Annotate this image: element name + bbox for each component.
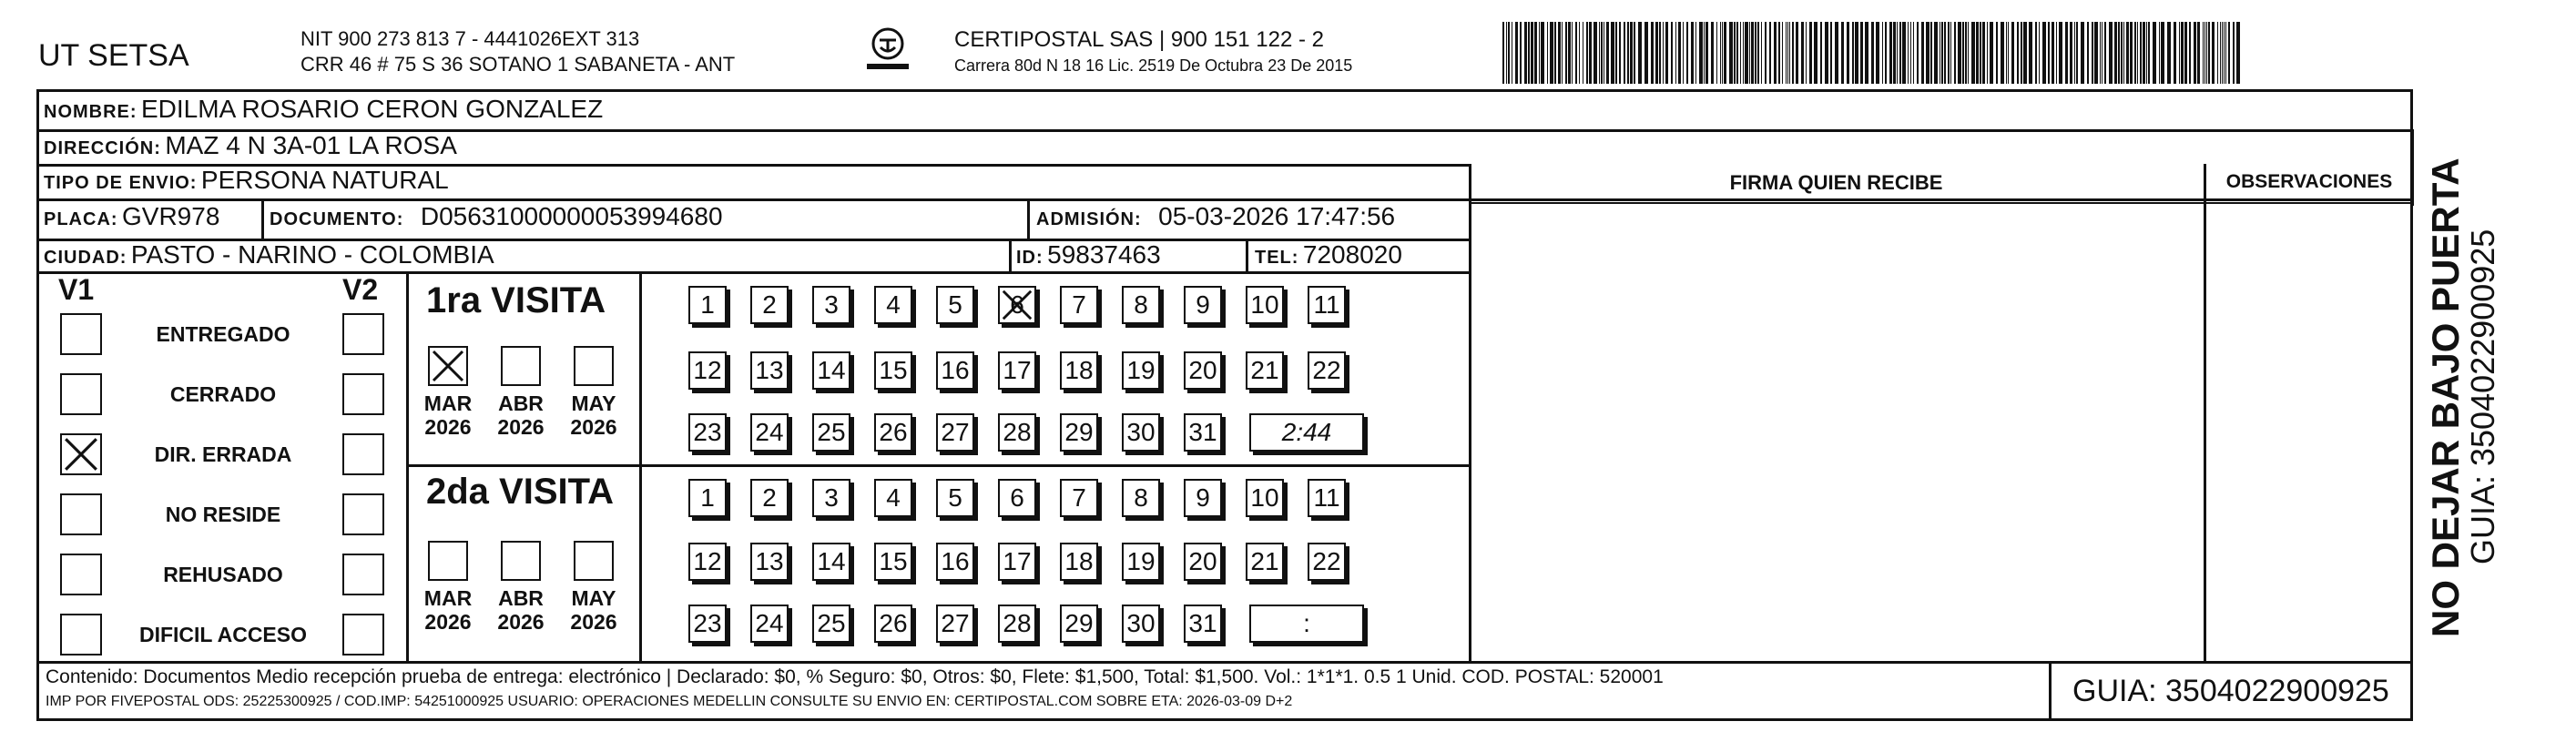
v1-checkbox[interactable] [60, 493, 102, 535]
day-number: 3 [824, 483, 839, 512]
day-number: 14 [817, 356, 846, 384]
documento-cell [270, 202, 723, 231]
day-box[interactable] [1308, 286, 1346, 324]
day-number: 10 [1250, 483, 1279, 512]
v1-checkbox[interactable] [60, 554, 102, 595]
day-number: 2 [762, 290, 777, 319]
day-number: 16 [941, 547, 970, 575]
day-number: 6 [1010, 290, 1024, 319]
tipo-value: PERSONA NATURAL [200, 166, 449, 194]
day-box[interactable] [998, 479, 1036, 517]
day-number: 29 [1064, 609, 1094, 637]
v2-label: V2 [342, 273, 379, 306]
day-number: 17 [1003, 547, 1032, 575]
no-dejar-vertical [2424, 158, 2467, 638]
day-number: 6 [1010, 483, 1024, 512]
v1-checkbox[interactable] [60, 313, 102, 355]
placa-cell [44, 202, 219, 231]
day-number: 4 [886, 483, 901, 512]
status-label: CERRADO [169, 382, 277, 406]
day-box[interactable] [936, 413, 974, 452]
tel-label: TEL: [1255, 248, 1299, 268]
day-box[interactable] [874, 286, 912, 324]
day-number: 22 [1312, 356, 1341, 384]
id-value: 59837463 [1047, 240, 1161, 269]
v1-checkbox[interactable] [60, 614, 102, 655]
v1-checkbox[interactable] [60, 433, 102, 475]
day-box[interactable] [1184, 413, 1222, 452]
documento-value: D05631000000053994680 [420, 202, 723, 230]
v2-checkbox[interactable] [342, 493, 384, 535]
observaciones-label: OBSERVACIONES [2225, 171, 2393, 192]
day-number: 11 [1313, 483, 1340, 512]
day-box[interactable] [874, 413, 912, 452]
day-number: 5 [948, 483, 962, 512]
direccion-value: MAZ 4 N 3A-01 LA ROSA [165, 131, 457, 159]
day-box[interactable] [1060, 479, 1098, 517]
placa-value: GVR978 [122, 202, 220, 230]
day-number: 19 [1126, 356, 1156, 384]
day-box[interactable] [812, 605, 850, 643]
day-box[interactable] [812, 413, 850, 452]
v2-checkbox[interactable] [342, 433, 384, 475]
day-number: 8 [1134, 483, 1148, 512]
day-number: 27 [941, 609, 970, 637]
day-number: 5 [948, 290, 962, 319]
company-nit: NIT 900 273 813 7 - 4441026EXT 313 [300, 27, 640, 50]
day-box[interactable] [750, 479, 789, 517]
day-box[interactable] [812, 543, 850, 581]
day-number: 18 [1064, 356, 1094, 384]
year-label: 2026 [570, 415, 617, 439]
day-number: 24 [755, 609, 784, 637]
admision-label: ADMISIÓN: [1036, 209, 1142, 229]
month-label: MAR [423, 391, 473, 415]
day-number: 8 [1134, 290, 1148, 319]
day-number: 31 [1188, 418, 1217, 446]
day-number: 9 [1196, 290, 1210, 319]
day-box[interactable] [1122, 351, 1160, 390]
day-box[interactable] [1122, 413, 1160, 452]
day-box[interactable] [874, 543, 912, 581]
barcode [1502, 22, 2245, 84]
direccion-label: DIRECCIÓN: [44, 138, 161, 158]
day-box[interactable] [998, 286, 1036, 324]
day-number: 20 [1188, 356, 1217, 384]
visita-2-title: 2da VISITA [426, 472, 614, 512]
day-number: 25 [817, 609, 846, 637]
v1-checkbox[interactable] [60, 373, 102, 415]
day-number: 28 [1003, 418, 1032, 446]
status-label: NO RESIDE [165, 503, 281, 526]
day-box[interactable] [688, 479, 727, 517]
footer-line-1: Contenido: Documentos Medio recepción prueba de entrega: electrónico | Declarado: $0, % Seguro: $0, Otros: $0, Flete: $1,500, Total: $1,500. Vol.: 1*1*1. 0.5 1 Unid. COD. POSTAL: 520001 [46, 666, 1664, 687]
day-box[interactable] [1184, 286, 1222, 324]
year-label: 2026 [497, 610, 545, 634]
day-number: 4 [886, 290, 901, 319]
day-box[interactable] [874, 605, 912, 643]
firma-label: FIRMA QUIEN RECIBE [1729, 171, 1943, 194]
day-box[interactable] [1122, 479, 1160, 517]
day-number: 30 [1126, 418, 1156, 446]
visita-1-title: 1ra VISITA [426, 280, 606, 320]
v2-checkbox[interactable] [342, 313, 384, 355]
certipostal-subtitle: Carrera 80d N 18 16 Lic. 2519 De Octubra 23 De 2015 [954, 56, 1353, 75]
day-box[interactable] [1246, 351, 1284, 390]
month-label: MAR [423, 586, 473, 610]
day-box[interactable] [936, 605, 974, 643]
day-number: 26 [879, 418, 908, 446]
day-box[interactable] [812, 286, 850, 324]
day-box[interactable] [812, 351, 850, 390]
id-label: ID: [1016, 248, 1044, 268]
day-number: 30 [1126, 609, 1156, 637]
month-checkbox[interactable] [501, 541, 541, 581]
nombre-row [44, 95, 603, 124]
tel-value: 7208020 [1302, 240, 1402, 269]
day-number: 31 [1188, 609, 1217, 637]
day-number: 10 [1250, 290, 1279, 319]
day-box[interactable] [1246, 543, 1284, 581]
time-value: 2:44 [1281, 418, 1332, 446]
company-address: CRR 46 # 75 S 36 SOTANO 1 SABANETA - ANT [300, 53, 736, 76]
day-number: 16 [941, 356, 970, 384]
day-box[interactable] [750, 605, 789, 643]
day-number: 2 [762, 483, 777, 512]
time-box[interactable] [1249, 605, 1364, 643]
status-label: DIFICIL ACCESO [138, 623, 307, 646]
ciudad-cell [44, 240, 494, 269]
direccion-row [44, 131, 457, 160]
year-label: 2026 [570, 610, 617, 634]
day-box[interactable] [936, 479, 974, 517]
day-number: 15 [879, 547, 908, 575]
day-number: 1 [700, 483, 715, 512]
day-number: 24 [755, 418, 784, 446]
day-number: 26 [879, 609, 908, 637]
day-box[interactable] [1246, 479, 1284, 517]
day-number: 29 [1064, 418, 1094, 446]
day-number: 1 [700, 290, 715, 319]
day-box[interactable] [1184, 605, 1222, 643]
day-box[interactable] [750, 543, 789, 581]
month-checkbox[interactable] [428, 346, 468, 386]
day-box[interactable] [1122, 605, 1160, 643]
day-number: 7 [1072, 290, 1086, 319]
day-box[interactable] [1184, 351, 1222, 390]
nombre-label: NOMBRE: [44, 102, 137, 122]
admision-cell [1036, 202, 1395, 231]
day-number: 23 [693, 418, 722, 446]
day-number: 23 [693, 609, 722, 637]
day-box[interactable] [1184, 543, 1222, 581]
day-box[interactable] [1122, 286, 1160, 324]
day-box[interactable] [750, 286, 789, 324]
day-box[interactable] [936, 543, 974, 581]
placa-label: PLACA: [44, 209, 118, 229]
documento-label: DOCUMENTO: [270, 209, 404, 229]
day-box[interactable] [874, 351, 912, 390]
day-number: 21 [1250, 547, 1279, 575]
day-box[interactable] [998, 543, 1036, 581]
day-box[interactable] [812, 479, 850, 517]
day-number: 3 [824, 290, 839, 319]
ciudad-value: PASTO - NARINO - COLOMBIA [130, 240, 494, 269]
day-number: 21 [1250, 356, 1279, 384]
certipostal-title: CERTIPOSTAL SAS | 900 151 122 - 2 [954, 27, 1324, 52]
tipo-label: TIPO DE ENVIO: [44, 173, 198, 193]
status-label: REHUSADO [163, 563, 283, 586]
day-box[interactable] [936, 351, 974, 390]
month-label: ABR [498, 391, 544, 415]
day-number: 18 [1064, 547, 1094, 575]
day-box[interactable] [1060, 286, 1098, 324]
v2-checkbox[interactable] [342, 554, 384, 595]
tipo-row [44, 166, 449, 195]
month-checkbox[interactable] [428, 541, 468, 581]
day-box[interactable] [688, 286, 727, 324]
month-checkbox[interactable] [501, 346, 541, 386]
day-box[interactable] [1060, 413, 1098, 452]
status-label: ENTREGADO [156, 322, 290, 346]
v2-checkbox[interactable] [342, 614, 384, 655]
day-box[interactable] [750, 351, 789, 390]
certipostal-logo [856, 24, 920, 78]
day-number: 11 [1313, 290, 1340, 319]
day-box[interactable] [1060, 351, 1098, 390]
day-box[interactable] [1060, 543, 1098, 581]
day-number: 12 [693, 356, 722, 384]
month-label: ABR [498, 586, 544, 610]
month-checkbox[interactable] [574, 346, 614, 386]
day-box[interactable] [1308, 543, 1346, 581]
v1-label: V1 [58, 273, 95, 306]
time-value: : [1303, 609, 1310, 637]
day-number: 13 [755, 547, 784, 575]
nombre-value: EDILMA ROSARIO CERON GONZALEZ [141, 95, 604, 123]
guia-vertical-text: GUIA: 3504022900925 [2464, 229, 2501, 564]
tel-cell [1255, 240, 1402, 269]
day-number: 15 [879, 356, 908, 384]
day-number: 25 [817, 418, 846, 446]
admision-value: 05-03-2026 17:47:56 [1158, 202, 1396, 230]
day-number: 17 [1003, 356, 1032, 384]
day-box[interactable] [1246, 286, 1284, 324]
day-box[interactable] [874, 479, 912, 517]
time-box[interactable] [1249, 413, 1364, 452]
guia-vertical [2464, 229, 2501, 565]
day-box[interactable] [1308, 479, 1346, 517]
day-number: 14 [817, 547, 846, 575]
day-number: 28 [1003, 609, 1032, 637]
day-box[interactable] [1184, 479, 1222, 517]
footer-line-2: IMP POR FIVEPOSTAL ODS: 25225300925 / COD.IMP: 54251000925 USUARIO: OPERACIONES MEDELLIN CONSULTE SU ENVIO EN: CERTIPOSTAL.COM SOBRE ETA: 2026-03-09 D+2 [46, 694, 1293, 709]
day-number: 22 [1312, 547, 1341, 575]
status-label: DIR. ERRADA [154, 442, 292, 466]
day-box[interactable] [688, 413, 727, 452]
day-number: 7 [1072, 483, 1086, 512]
month-label: MAY [571, 391, 616, 415]
day-box[interactable] [688, 605, 727, 643]
day-box[interactable] [688, 351, 727, 390]
company-name: UT SETSA [38, 38, 189, 73]
day-box[interactable] [1308, 351, 1346, 390]
day-box[interactable] [750, 413, 789, 452]
month-label: MAY [571, 586, 616, 610]
day-number: 13 [755, 356, 784, 384]
ciudad-label: CIUDAD: [44, 248, 127, 268]
day-box[interactable] [1122, 543, 1160, 581]
month-checkbox[interactable] [574, 541, 614, 581]
day-number: 12 [693, 547, 722, 575]
footer-guia: GUIA: 3504022900925 [2072, 674, 2389, 708]
day-box[interactable] [1060, 605, 1098, 643]
year-label: 2026 [497, 415, 545, 439]
day-number: 20 [1188, 547, 1217, 575]
day-box[interactable] [998, 605, 1036, 643]
day-box[interactable] [998, 413, 1036, 452]
day-box[interactable] [688, 543, 727, 581]
day-box[interactable] [998, 351, 1036, 390]
no-dejar-text: NO DEJAR BAJO PUERTA [2424, 158, 2467, 637]
day-number: 19 [1126, 547, 1156, 575]
v2-checkbox[interactable] [342, 373, 384, 415]
day-number: 27 [941, 418, 970, 446]
day-box[interactable] [936, 286, 974, 324]
id-cell [1016, 240, 1161, 269]
year-label: 2026 [424, 610, 472, 634]
day-number: 9 [1196, 483, 1210, 512]
year-label: 2026 [424, 415, 472, 439]
